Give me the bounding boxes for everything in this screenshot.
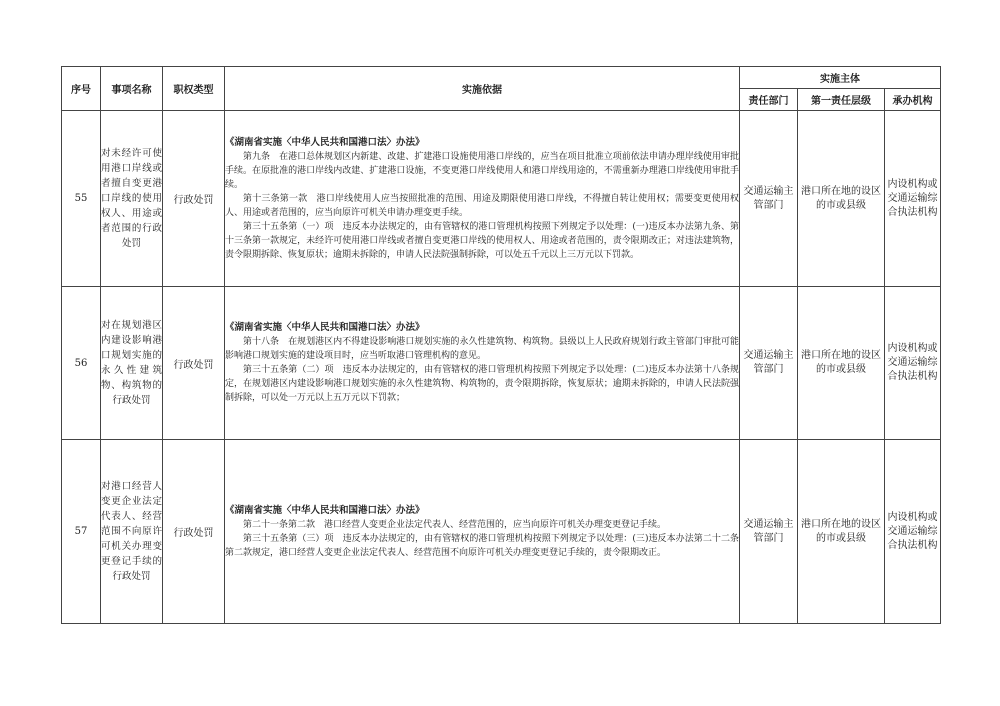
law-title: 《湖南省实施〈中华人民共和国港口法〉办法》 xyxy=(225,504,425,516)
header-row-1 xyxy=(62,67,941,89)
row-item-name: 对港口经营人变更企业法定代表人、经营范围不向原许可机关办理变更登记手续的行政处罚 xyxy=(101,440,163,624)
header-first-level: 第一责任层级 xyxy=(798,89,885,111)
row-handling-agency: 内设机构或交通运输综合执法机构 xyxy=(885,440,941,624)
row-item-name: 对未经许可使用港口岸线或者擅自变更港口岸线的使用权人、用途或者范围的行政处罚 xyxy=(101,111,163,287)
row-first-level: 港口所在地的设区的市或县级 xyxy=(798,440,885,624)
law-title: 《湖南省实施〈中华人民共和国港口法〉办法》 xyxy=(225,322,425,333)
header-authority-type: 职权类型 xyxy=(163,67,225,111)
row-handling-agency: 内设机构或交通运输综合执法机构 xyxy=(885,287,941,440)
row-legal-basis xyxy=(225,111,740,287)
row-responsible-dept: 交通运输主管部门 xyxy=(740,287,798,440)
row-index: 56 xyxy=(62,287,101,440)
header-legal-basis: 实施依据 xyxy=(225,67,740,111)
row-responsible-dept: 交通运输主管部门 xyxy=(740,111,798,287)
enforcement-items-table xyxy=(61,66,941,624)
row-first-level: 港口所在地的设区的市或县级 xyxy=(798,287,885,440)
row-item-name: 对在规划港区内建设影响港口规划实施的永久性建筑物、构筑物的行政处罚 xyxy=(101,287,163,440)
basis-paragraph: 第三十五条第（二）项 违反本办法规定的，由有管辖权的港口管理机构按照下列规定予以处理：(二)违反本办法第十八条规定，在规划港区内建设影响港口规划实施的永久性建筑物、构筑物的，责令限期拆除，恢复原状；逾期未拆除的，申请人民法院强制拆除，可以处一万元以上五万元以下罚款； xyxy=(225,365,739,403)
row-authority-type: 行政处罚 xyxy=(163,440,225,624)
row-first-level: 港口所在地的设区的市或县级 xyxy=(798,111,885,287)
row-responsible-dept: 交通运输主管部门 xyxy=(740,440,798,624)
row-index: 55 xyxy=(62,111,101,287)
row-index: 57 xyxy=(62,440,101,624)
header-implementing-subject: 实施主体 xyxy=(740,67,941,89)
table-row xyxy=(62,287,941,440)
table-row xyxy=(62,440,941,624)
row-legal-basis xyxy=(225,440,740,624)
basis-paragraph: 第三十五条第（一）项 违反本办法规定的，由有管辖权的港口管理机构按照下列规定予以处理：(一)违反本办法第九条、第十三条第一款规定，未经许可使用港口岸线或者擅自变更港口岸线的使用权人、用途或者范围的，责令限期改正；对违法建筑物，责令限期拆除、恢复原状；逾期未拆除的，申请人民法院强制拆除，可以处五千元以上三万元以下罚款。 xyxy=(225,221,739,260)
row-handling-agency: 内设机构或交通运输综合执法机构 xyxy=(885,111,941,287)
basis-paragraph: 第九条 在港口总体规划区内新建、改建、扩建港口设施使用港口岸线的，应当在项目批准立项前依法申请办理岸线使用审批手续。在原批准的港口岸线内改建、扩建港口设施，不变更港口岸线使用人和港口岸线用途的，不需重新办理港口岸线使用审批手续。 xyxy=(225,151,739,190)
law-title: 《湖南省实施〈中华人民共和国港口法〉办法》 xyxy=(225,136,425,148)
row-authority-type: 行政处罚 xyxy=(163,287,225,440)
row-legal-basis xyxy=(225,287,740,440)
header-handling-agency: 承办机构 xyxy=(885,89,941,111)
basis-paragraph: 第十三条第一款 港口岸线使用人应当按照批准的范围、用途及期限使用港口岸线，不得擅自转让使用权；需要变更使用权人、用途或者范围的，应当向原许可机关申请办理变更手续。 xyxy=(225,193,739,218)
table-row xyxy=(62,111,941,287)
row-authority-type: 行政处罚 xyxy=(163,111,225,287)
header-index: 序号 xyxy=(62,67,101,111)
header-item-name: 事项名称 xyxy=(101,67,163,111)
basis-paragraph: 第十八条 在规划港区内不得建设影响港口规划实施的永久性建筑物、构筑物。县级以上人民政府规划行政主管部门审批可能影响港口规划实施的建设项目时，应当听取港口管理机构的意见。 xyxy=(225,337,739,361)
basis-paragraph: 第二十一条第二款 港口经营人变更企业法定代表人、经营范围的，应当向原许可机关办理变更登记手续。 xyxy=(243,519,667,530)
header-responsible-dept: 责任部门 xyxy=(740,89,798,111)
basis-paragraph: 第三十五条第（三）项 违反本办法规定的，由有管辖权的港口管理机构按照下列规定予以处理：(三)违反本办法第二十二条第二款规定，港口经营人变更企业法定代表人、经营范围不向原许可机关办理变更登记手续的，责令限期改正。 xyxy=(225,533,739,558)
